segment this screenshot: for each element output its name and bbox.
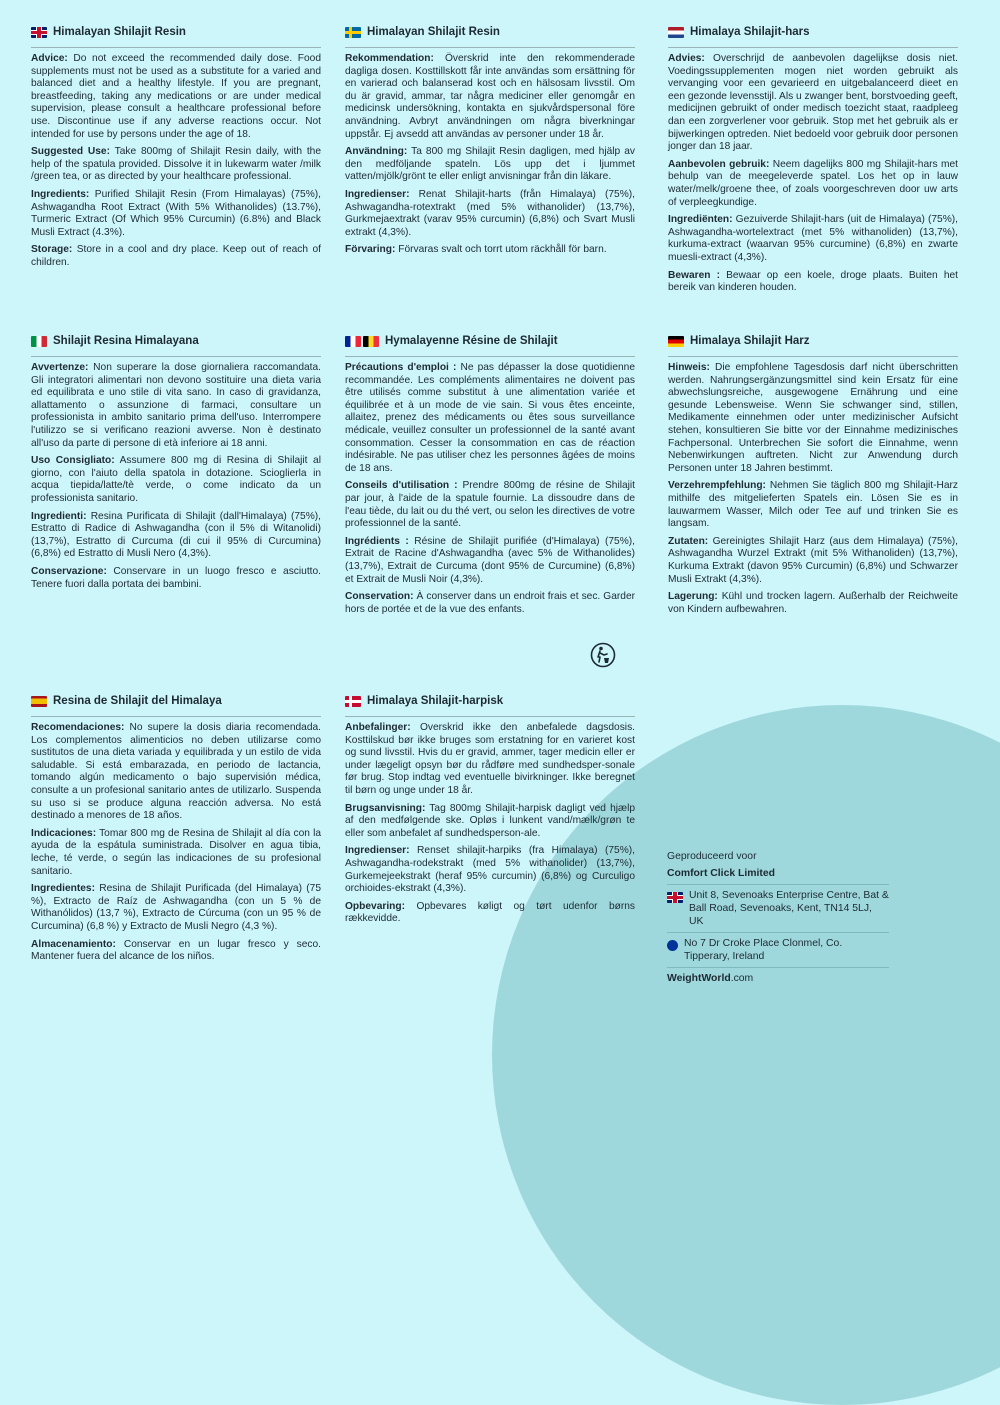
label: Lagerung: — [668, 591, 718, 603]
text: Renset shilajit-harpiks (fra Himalaya) (75%), Ashwagandha-rodekstrakt (med 5% withanolider) (13,7%), Gurkemejeekstrakt (heraf 95% curcumin) (6,8%) og Curculigo orchioides-ekstrakt (4,3%). — [345, 845, 635, 895]
suggested-use-paragraph — [668, 159, 958, 209]
suggested-use-paragraph — [31, 828, 321, 878]
spain-flag-icon — [31, 696, 47, 707]
suggested-use-paragraph — [31, 455, 321, 505]
section-swedish — [345, 25, 635, 262]
label: Recomendaciones: — [31, 722, 125, 733]
suggested-use-paragraph — [31, 146, 321, 184]
suggested-use-paragraph — [345, 803, 635, 841]
label: Conseils d'utilisation : — [345, 480, 458, 492]
text: Ne pas dépasser la dose quotidienne recommandée. Les compléments alimentaires ne doivent pas être utilisés comme substitut à une alimentation variée et équilibrée et à un mode de vie sain. Si vous êtes enceinte, allaitez, prenez des médicaments ou êtes sous surveillance médicale, veuillez consulter un professionnel de la santé avant consommation. Cesser la consommation en cas de réaction indésirable. Ne pas utiliser chez les personnes âgées de moins de 18 ans. — [345, 362, 635, 474]
text: Conservare in un luogo fresco e asciutto. Tenere fuori dalla portata dei bambini. — [31, 565, 321, 590]
ingredients-paragraph — [345, 189, 635, 239]
tidyman-recycle-icon — [590, 642, 616, 668]
section-title — [345, 694, 635, 708]
text: Take 800mg of Shilajit Resin daily, with the help of the spatula provided. Dissolve it in lukewarm water /milk /green tea, or as directed by your healthcare professional. — [31, 146, 321, 183]
label: Ingredienti: — [31, 510, 87, 522]
label: Uso Consigliato: — [31, 455, 115, 467]
section-title — [668, 25, 958, 39]
uk-address-row — [667, 885, 889, 933]
label: Brugsanvisning: — [345, 802, 426, 814]
advice-paragraph — [345, 53, 635, 141]
manufacturer-block — [667, 850, 889, 985]
section-title-text: Himalaya Shilajit-hars — [690, 26, 810, 38]
text: Kühl und trocken lagern. Außerhalb der Reichweite von Kindern aufbewahren. — [668, 591, 958, 615]
text: Opbevares køligt og tørt udenfor børns rækkevidde. — [345, 900, 635, 925]
storage-paragraph — [345, 244, 635, 257]
section-french — [345, 334, 635, 621]
divider — [668, 356, 958, 357]
text: Overschrijd de aanbevolen dagelijkse dosis niet. Voedingssupplementen mogen niet worden gebruikt als vervanging voor een gevarieerd en uitgebalanceerd dieet en een gezonde levensstijl. Als u zwanger bent, borstvoeding geeft, medicijnen gebruikt of onder medisch toezicht staat, raadpleeg dan een zorgverlener voor gebruik. Stop met het gebruik als er bijwerkingen optreden. Niet bedoeld voor gebruik door personen jonger dan 18 jaar. — [668, 53, 958, 153]
company-name: Comfort Click Limited — [667, 863, 889, 885]
text: Tomar 800 mg de Resina de Shilajit al día con la ayuda de la espátula suministrada. Disolver en agua tibia, leche, té verde, o según las indicaciones de su profesional sanitario. — [31, 827, 321, 877]
section-title-text: Himalaya Shilajit Harz — [690, 335, 810, 347]
text: Assumere 800 mg di Resina di Shilajit al giorno, con l'aiuto della spatola in dotazione. Scioglierla in acqua tiepida/latte/tè verde, o come indicato da un professionista sanitario. — [31, 455, 321, 504]
section-title-text: Himalaya Shilajit-harpisk — [367, 695, 504, 707]
label: Ingredienser: — [345, 845, 410, 857]
storage-paragraph — [345, 591, 635, 616]
website — [667, 968, 889, 985]
text: Tag 800mg Shilajit-harpisk dagligt ved hjælp af den medfølgende ske. Opløs i lunkent vand/mælk/grøn te eller som anbefalet af sundhedsperson-ale. — [345, 802, 635, 839]
label: Almacenamiento: — [31, 938, 116, 950]
uk-flag-icon — [31, 27, 47, 38]
ingredients-paragraph — [345, 536, 635, 586]
divider — [31, 47, 321, 48]
text: Nehmen Sie täglich 800 mg Shilajit-Harz mithilfe des mitgelieferten Spatels ein. Lösen Sie es in lauwarmem Wasser, Milch oder Tee auf und trinken Sie es langsam. — [668, 480, 958, 530]
text: No supere la dosis diaria recomendada. Los complementos alimenticios no deben utilizarse como sustitutos de una dieta variada y equilibrada y un estilo de vida saludable. Si está embarazada, en periodo de lactancia, tomando algún medicamento o bajo supervisión médica, consulte a un profesional sanitario antes de utilizarlo. Suspenda su uso si se produce alguna reacción adversa. No está destinado a menores de 18 años. — [31, 722, 321, 822]
divider — [31, 356, 321, 357]
label: Précautions d'emploi : — [345, 362, 457, 373]
italy-flag-icon — [31, 336, 47, 347]
text: Bewaar op een koele, droge plaats. Buiten het bereik van kinderen houden. — [668, 269, 958, 294]
section-title — [31, 694, 321, 708]
text: Non superare la dose giornaliera raccomandata. Gli integratori alimentari non devono sostituire una dieta varia ed equilibrata e uno stile di vita sano. In caso di gravidanza, allattamento o assunzione di farmaci, consultare un professionista in ambito sanitario prima dell'uso. Interrompere l'utilizzo se si verificano reazioni avverse. Non è destinato all'uso da parte di persone di età inferiore ai 18 anni. — [31, 362, 321, 449]
storage-paragraph — [31, 566, 321, 591]
advice-paragraph — [345, 362, 635, 475]
text: Résine de Shilajit purifiée (d'Himalaya) (75%), Extrait de Racine d'Ashwagandha (avec 5% de Withanolides) (13,7%), Extrait de Curcuma (dont 95% de Curcumine) (6,8%) et Extrait de Musli Noir (4,3%). — [345, 535, 635, 585]
label: Zutaten: — [668, 535, 709, 547]
text: Gereinigtes Shilajit Harz (aus dem Himalaya) (75%), Ashwagandha Wurzel Extrakt (mit 5% Withanoliden) (13,7%), Kurkuma Extrakt (davon 95% Curcumin) (6,8%) und Schwarzer Musli Extrakt (4,3%). — [668, 535, 958, 585]
advice-paragraph — [345, 722, 635, 798]
section-title-text: Shilajit Resina Himalayana — [53, 335, 199, 347]
text: Förvaras svalt och torrt utom räckhåll för barn. — [395, 244, 607, 256]
section-title — [31, 25, 321, 39]
advice-paragraph — [668, 53, 958, 154]
label: Aanbevolen gebruik: — [668, 158, 770, 170]
section-title — [31, 334, 321, 348]
france-belgium-flag-icon — [345, 336, 379, 347]
eu-flag-icon — [667, 937, 678, 951]
section-danish — [345, 694, 635, 931]
label: Ingredients: — [31, 188, 90, 200]
suggested-use-paragraph — [668, 480, 958, 530]
text: Överskrid inte den rekommenderade dagliga dosen. Kosttillskott får inte användas som ersättning för en varierad och balanserad kost och en hälsosam livsstil. Om du är gravid, ammar, tar några mediciner eller genomgår en medicinsk undersökning, kontakta en sjukvårdspersonal före användning. Avbryt användningen om några biverkningar uppstår. Ej avsedd att användas av personer under 18 år. — [345, 53, 635, 140]
label: Advice: — [31, 53, 68, 64]
ie-address: No 7 Dr Croke Place Clonmel, Co. Tipperary, Ireland — [684, 938, 843, 962]
label: Advies: — [668, 53, 705, 64]
ingredients-paragraph — [668, 214, 958, 264]
text: Conservar en un lugar fresco y seco. Mantener fuera del alcance de los niños. — [31, 938, 321, 963]
ie-address-row — [667, 933, 889, 968]
label: Rekommendation: — [345, 53, 434, 64]
label: Bewaren : — [668, 269, 720, 281]
section-spanish — [31, 694, 321, 969]
advice-paragraph — [31, 722, 321, 823]
storage-paragraph — [31, 244, 321, 269]
section-title-text: Hymalayenne Résine de Shilajit — [385, 335, 558, 347]
sweden-flag-icon — [345, 27, 361, 38]
divider — [345, 356, 635, 357]
section-german — [668, 334, 958, 621]
label: Verzehrempfehlung: — [668, 480, 766, 492]
label: Suggested Use: — [31, 146, 110, 158]
section-title — [345, 25, 635, 39]
text: Overskrid ikke den anbefalede dagsdosis. Kosttilskud bør ikke bruges som erstatning for en varieret kost og sund livsstil. Hvis du er gravid, ammer, tager medicin eller er under lægeligt opsyn bør du rådføre med sundhedsper-sonale før brug. Stop indtag ved eventuelle bivirkninger. Ikke beregnet til børn og unge under 18 år. — [345, 722, 635, 796]
label: Storage: — [31, 244, 73, 256]
label: Ingrédients : — [345, 535, 409, 547]
ingredients-paragraph — [668, 536, 958, 586]
label: Förvaring: — [345, 244, 396, 256]
storage-paragraph — [668, 270, 958, 295]
text: À conserver dans un endroit frais et sec. Garder hors de portée et de la vue des enfants. — [345, 591, 635, 615]
website-tld: .com — [730, 973, 754, 984]
label: Avvertenze: — [31, 362, 89, 373]
advice-paragraph — [31, 53, 321, 141]
denmark-flag-icon — [345, 696, 361, 707]
uk-address: Unit 8, Sevenoaks Enterprise Centre, Bat & Ball Road, Sevenoaks, Kent, TN14 5LJ, UK — [689, 890, 889, 927]
label: Hinweis: — [668, 362, 710, 373]
ingredients-paragraph — [345, 845, 635, 895]
divider — [345, 47, 635, 48]
uk-flag-icon — [667, 889, 683, 903]
section-english — [31, 25, 321, 275]
text: Purified Shilajit Resin (From Himalayas) (75%), Ashwagandha Root Extract (With 5% Withanolides) (13.7%), Turmeric Extract (Of Which 95% Curcumin) (6.8%) and Black Musli Extract (4.3%). — [31, 188, 321, 238]
text: Do not exceed the recommended daily dose. Food supplements must not be used as a substitute for a varied and balanced diet and a healthy lifestyle. If you are pregnant, breastfeeding, taking any medications or are under medical supervision, please consult a healthcare professional before use. Discontinue use if any adverse reactions occur. Not intended for use by persons under the age of 18. — [31, 53, 321, 140]
storage-paragraph — [345, 901, 635, 926]
text: Prendre 800mg de résine de Shilajit par jour, à l'aide de la spatule fournie. La dissoudre dans de l'eau tiède, du lait ou du thé vert, ou selon les directives de votre professionnel de la santé. — [345, 480, 635, 530]
section-title-text: Resina de Shilajit del Himalaya — [53, 695, 222, 707]
suggested-use-paragraph — [345, 480, 635, 530]
divider — [31, 716, 321, 717]
text: Gezuiverde Shilajit-hars (uit de Himalaya) (75%), Ashwagandha-wortelextract (met 5% withanoliden) (13,7%), kurkuma-extract (waarvan 95% curcumine) (6,8%) en zwarte muesli-extract (4,3%). — [668, 214, 958, 263]
divider — [345, 716, 635, 717]
storage-paragraph — [668, 591, 958, 616]
section-title-text: Himalayan Shilajit Resin — [53, 26, 186, 38]
text: Resina de Shilajit Purificada (del Himalaya) (75 %), Extracto de Raíz de Ashwagandha (con un 5 % de Withanólidos) (13,7 %), Extracto de Cúrcuma (con un 95 % de Curcumina) (6,8 %) y Extracto de Musli Negro (4,3 %). — [31, 883, 321, 932]
label: Anbefalinger: — [345, 722, 411, 733]
label: Conservation: — [345, 591, 414, 603]
ingredients-paragraph — [31, 189, 321, 239]
website-brand: WeightWorld — [667, 973, 731, 984]
text: Renat Shilajit-harts (från Himalaya) (75%), Ashwagandha-rotextrakt (med 5% withanolider) (13,7%), Gurkmejaextrakt (varav 95% curcumin) (6,8%) och Svart Musli extrakt (4,3%). — [345, 188, 635, 238]
section-title-text: Himalayan Shilajit Resin — [367, 26, 500, 38]
label: Ingrediënten: — [668, 214, 733, 226]
section-title — [345, 334, 635, 348]
label: Användning: — [345, 146, 408, 158]
label: Indicaciones: — [31, 827, 97, 839]
text: Store in a cool and dry place. Keep out of reach of children. — [31, 244, 321, 268]
germany-flag-icon — [668, 336, 684, 347]
divider — [668, 47, 958, 48]
label: Ingredienser: — [345, 188, 410, 200]
section-title — [668, 334, 958, 348]
text: Neem dagelijks 800 mg Shilajit-hars met behulp van de meegeleverde spatel. Los het op in lauw water/melk/groene thee, of zoals voorgeschreven door uw arts of verpleegkundige. — [668, 158, 958, 208]
storage-paragraph — [31, 939, 321, 964]
ingredients-paragraph — [31, 511, 321, 561]
text: Ta 800 mg Shilajit Resin dagligen, med hjälp av den medföljande spateln. Lös upp det i ljummet vatten/mjölk/grönt te eller enligt anvisningar från din läkare. — [345, 146, 635, 183]
ingredients-paragraph — [31, 883, 321, 933]
label: Conservazione: — [31, 565, 107, 577]
section-italian — [31, 334, 321, 596]
text: Die empfohlene Tagesdosis darf nicht überschritten werden. Nahrungsergänzungsmittel sind kein Ersatz für eine abwechslungsreiche, ausgewogene Ernährung und eine gesunde Lebensweise. Wenn Sie schwanger sind, stillen, Medikamente einnehmen oder unter medizinischer Aufsicht stehen, konsultieren Sie bitte vor der Einnahme medizinisches Fachpersonal. Unterbrechen Sie sofort die Einnahme, wenn Nebenwirkungen auftreten. Nicht zur Anwendung durch Personen unter 18 Jahren bestimmt. — [668, 362, 958, 474]
advice-paragraph — [668, 362, 958, 475]
label: Ingredientes: — [31, 883, 95, 895]
section-dutch — [668, 25, 958, 300]
netherlands-flag-icon — [668, 27, 684, 38]
advice-paragraph — [31, 362, 321, 450]
suggested-use-paragraph — [345, 146, 635, 184]
label: Opbevaring: — [345, 900, 406, 912]
produced-for-label: Geproduceerd voor — [667, 851, 757, 862]
text: Resina Purificata di Shilajit (dall'Himalaya) (75%), Estratto di Radice di Ashwagandha (con il 5% di Witanolidi) (13,7%), Estratto di Curcuma (di cui il 95% di Curcumina) (6,8%) ed Estratto di Musli Nero (4,3%). — [31, 510, 321, 560]
